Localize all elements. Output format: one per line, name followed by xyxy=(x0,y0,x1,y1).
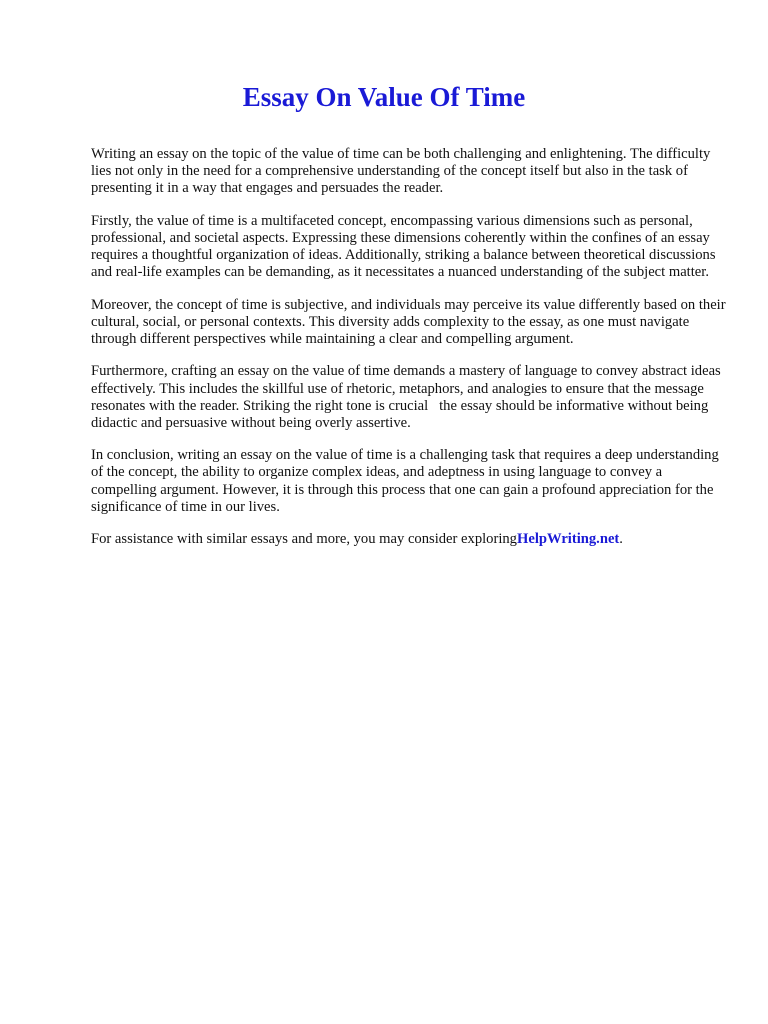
paragraph-closing xyxy=(91,531,731,548)
paragraph-firstly: Firstly, the value of time is a multifaceted concept, encompassing various dimensions such as personal, professional, and societal aspects. Expressing these dimensions coherently within the confines of an essay requires a thoughtful organization of ideas. Additionally, striking a balance between theoretical discussions and real-life examples can be demanding, as it necessitates a nuanced understanding of the subject matter. xyxy=(91,212,716,281)
closing-text: For assistance with similar essays and more, you may consider exploring xyxy=(91,531,517,548)
essay-body xyxy=(91,146,731,564)
page-title: Essay On Value Of Time xyxy=(242,82,526,112)
paragraph-moreover: Moreover, the concept of time is subjective, and individuals may perceive its value differently based on their cultural, social, or personal contexts. This diversity adds complexity to the essay, as one must navigate through different perspectives while maintaining a clear and compelling argument. xyxy=(91,296,726,347)
paragraph-intro: Writing an essay on the topic of the value of time can be both challenging and enlightening. The difficulty lies not only in the need for a comprehensive understanding of the concept itself but also in the task of presenting it in a way that engages and persuades the reader. xyxy=(91,146,711,197)
helpwriting-link[interactable]: HelpWriting.net xyxy=(516,531,620,548)
closing-suffix: . xyxy=(619,531,623,548)
paragraph-furthermore: Furthermore, crafting an essay on the value of time demands a mastery of language to convey abstract ideas effectively. This includes the skillful use of rhetoric, metaphors, and analogies to ensure that the message resonates with the reader. Striking the right tone is crucial the essay should be informative without being didactic and persuasive without being overly assertive. xyxy=(91,363,721,431)
paragraph-conclusion: In conclusion, writing an essay on the value of time is a challenging task that requires a deep understanding of the concept, the ability to organize complex ideas, and adeptness in using language to convey a compelling argument. However, it is through this process that one can gain a profound appreciation for the significance of time in our lives. xyxy=(91,447,719,515)
